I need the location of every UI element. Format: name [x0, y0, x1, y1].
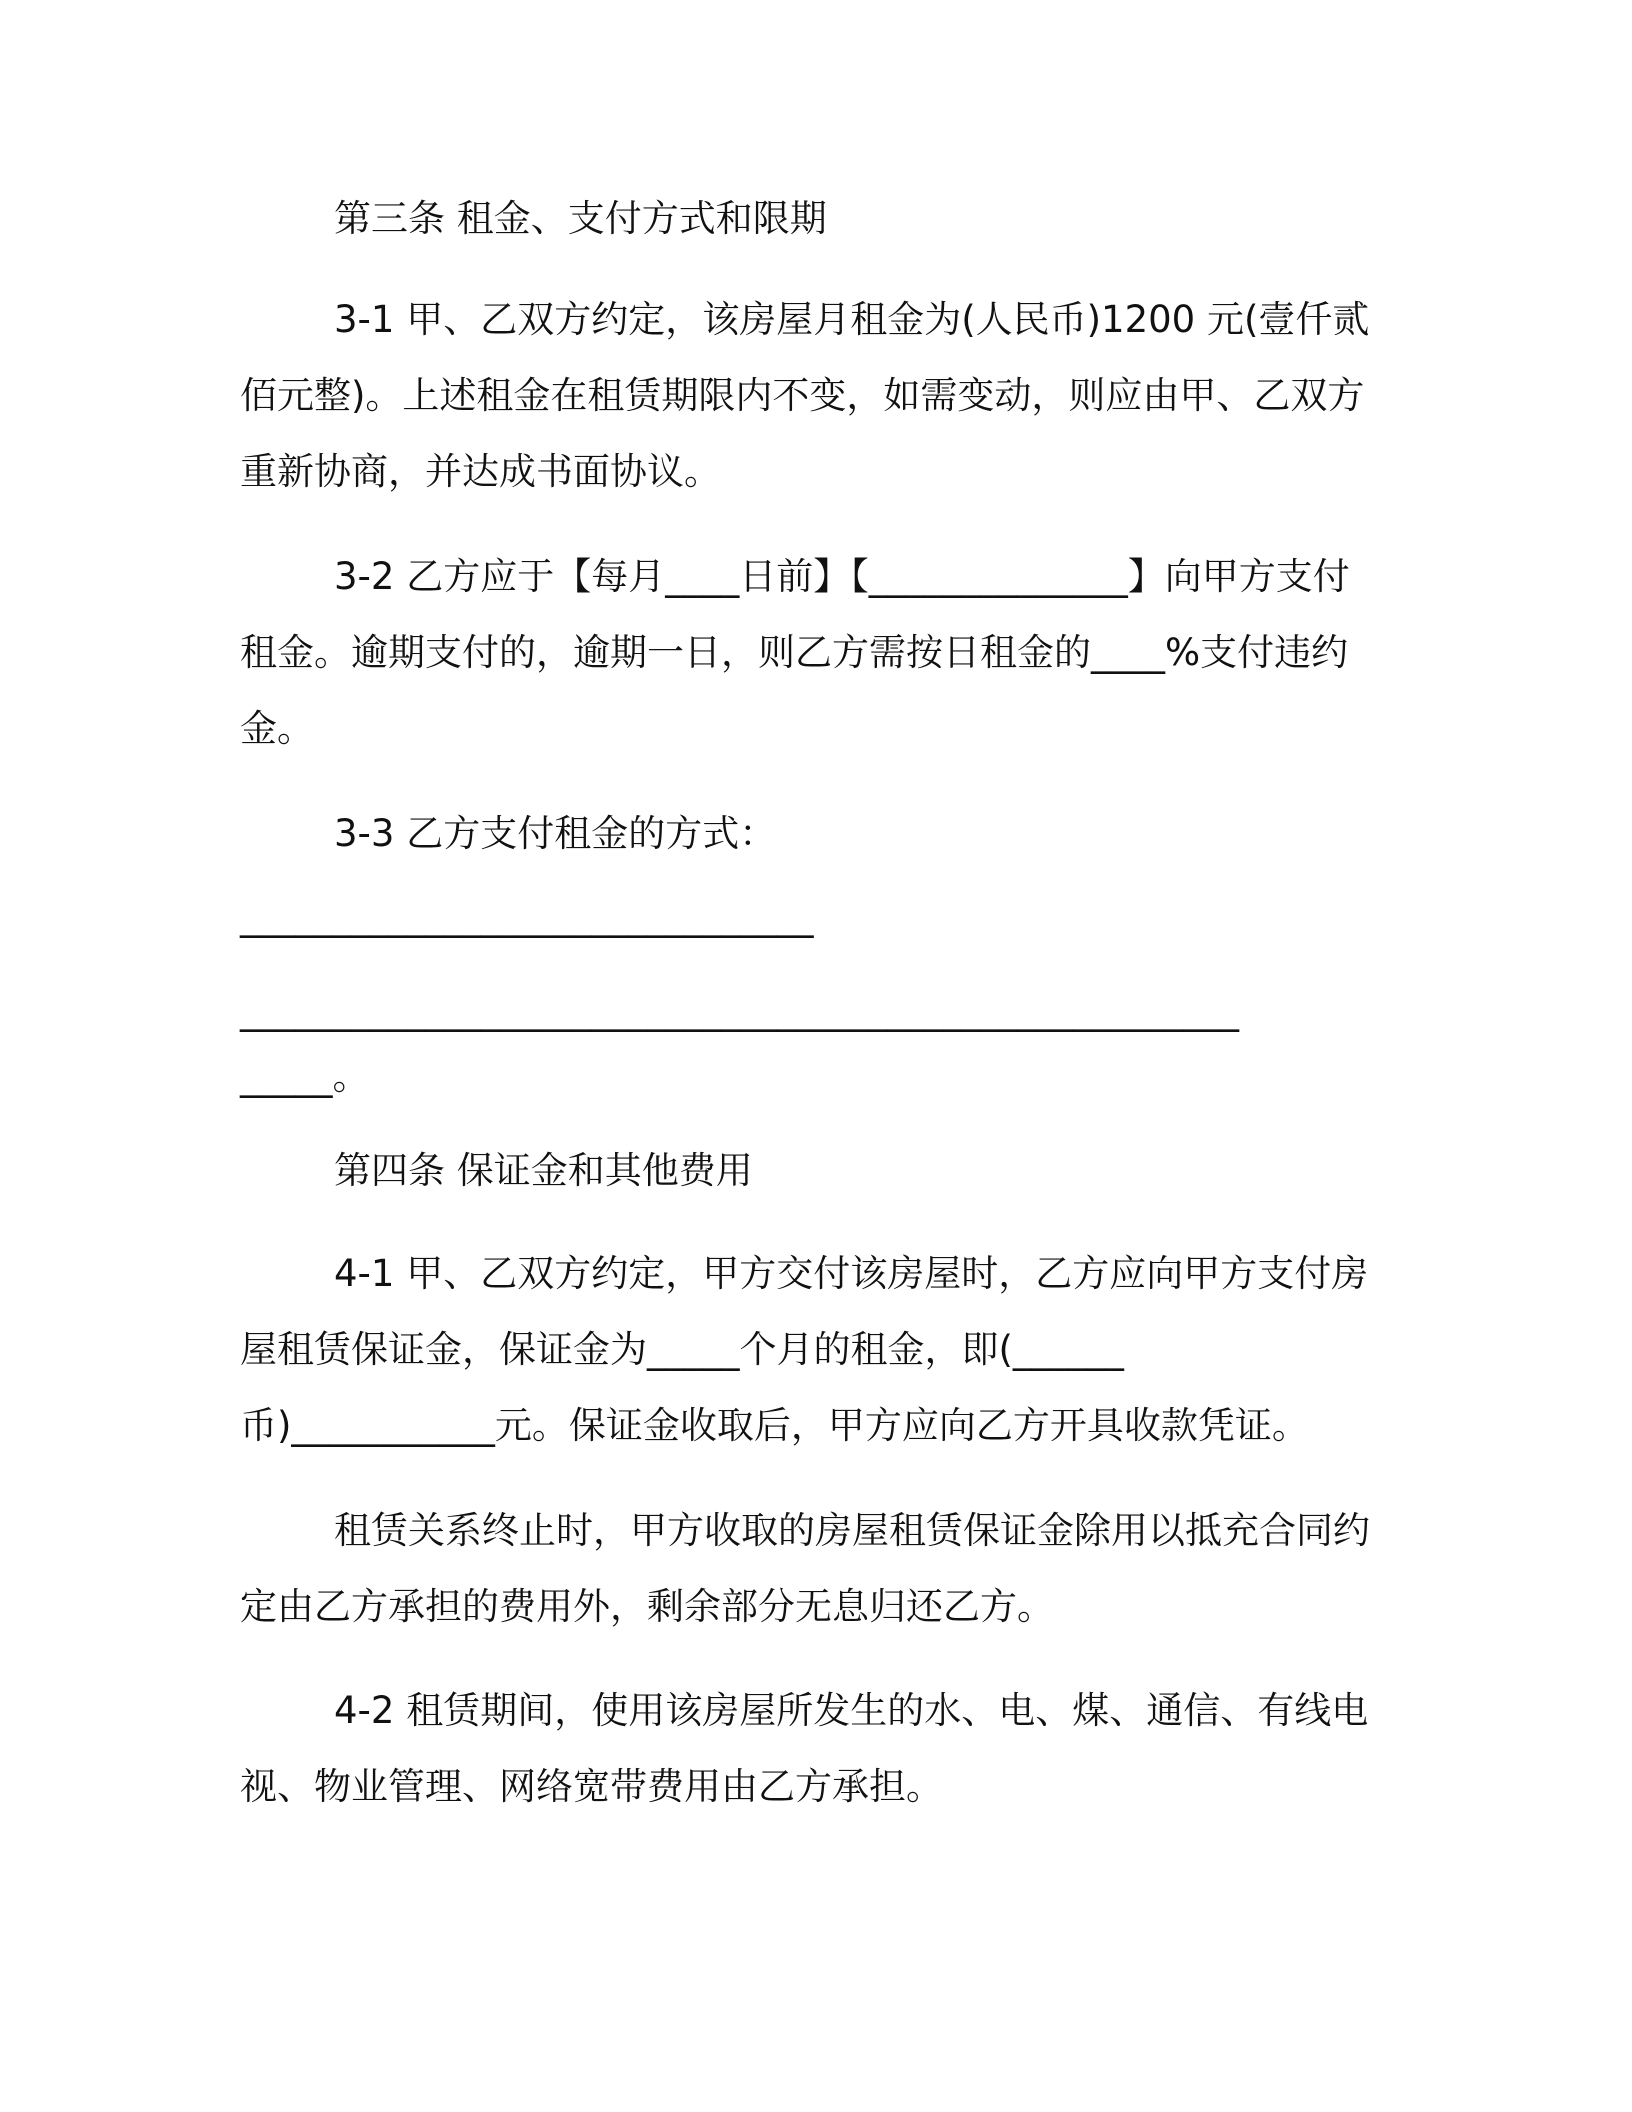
deposit-return-line-1: 租赁关系终止时，甲方收取的房屋租赁保证金除用以抵充合同约 [334, 1509, 1370, 1552]
clause-4-2-line-1: 4-2 租赁期间，使用该房屋所发生的水、电、煤、通信、有线电 [334, 1689, 1369, 1732]
clause-3-1-line-1: 3-1 甲、乙双方约定，该房屋月租金为(人民币)1200 元(壹仟贰 [334, 298, 1370, 341]
clause-3-2-line-2: 租金。逾期支付的，逾期一日，则乙方需按日租金的____%支付违约 [240, 631, 1349, 674]
article-3-heading: 第三条 租金、支付方式和限期 [334, 197, 827, 240]
clause-3-2-line-3: 金。 [240, 707, 314, 750]
clause-3-3-blank-3: _____。 [240, 1055, 370, 1098]
clause-4-1-line-1: 4-1 甲、乙双方约定，甲方交付该房屋时，乙方应向甲方支付房 [334, 1252, 1369, 1295]
clause-3-1-line-2: 佰元整)。上述租金在租赁期限内不变，如需变动，则应由甲、乙双方 [240, 374, 1365, 417]
clause-3-3-line-1: 3-3 乙方支付租金的方式： [334, 812, 777, 855]
clause-3-3-blank-1: _______________________________ [240, 895, 814, 938]
clause-3-1-line-3: 重新协商，并达成书面协议。 [240, 450, 721, 493]
clause-4-2-line-2: 视、物业管理、网络宽带费用由乙方承担。 [240, 1765, 943, 1808]
deposit-return-line-2: 定由乙方承担的费用外，剩余部分无息归还乙方。 [240, 1585, 1054, 1628]
article-4-heading: 第四条 保证金和其他费用 [334, 1149, 753, 1192]
clause-3-2-line-1: 3-2 乙方应于【每月____日前】【______________】向甲方支付 [334, 555, 1350, 598]
clause-4-1-line-2: 屋租赁保证金，保证金为_____个月的租金，即(______ [240, 1328, 1124, 1371]
clause-3-3-blank-2: ______________________________________________________ [240, 989, 1239, 1032]
clause-4-1-line-3: 币)___________元。保证金收取后，甲方应向乙方开具收款凭证。 [240, 1404, 1309, 1447]
